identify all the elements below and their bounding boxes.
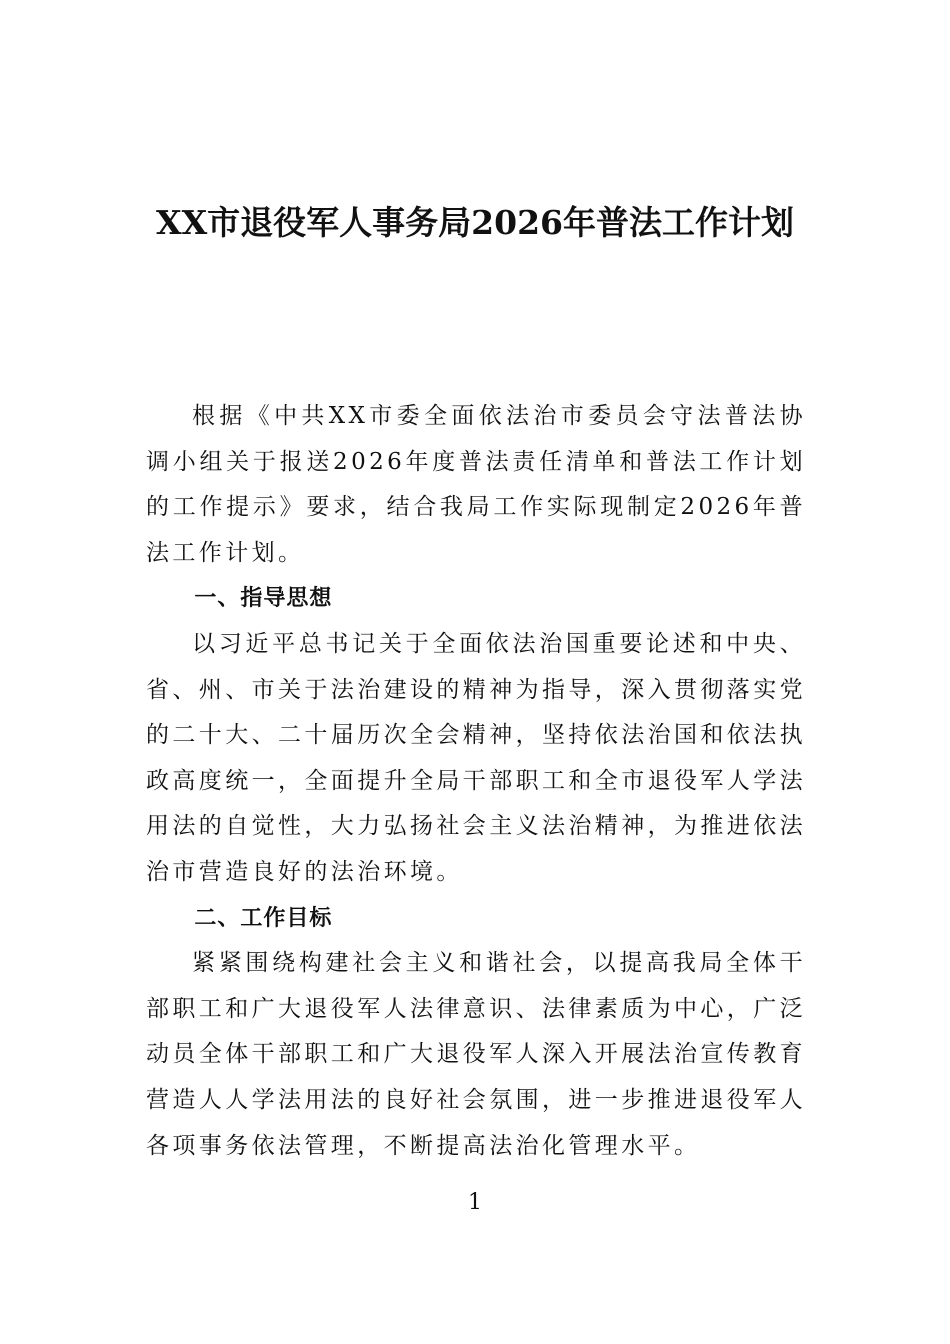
section-paragraph-guiding-ideology: 以习近平总书记关于全面依法治国重要论述和中央、省、州、市关于法治建设的精神为指导，深入贯彻落实党的二十大、二十届历次全会精神，坚持依法治国和依法执政高度统一，全面提升全局干部职工和全市退役军人学法用法的自觉性，大力弘扬社会主义法治精神，为推进依法治市营造良好的法治环境。: [146, 630, 806, 885]
intro-paragraph: 根据《中共XX市委全面依法治市委员会守法普法协调小组关于报送2026年度普法责任清单和普法工作计划的工作提示》要求，结合我局工作实际现制定2026年普法工作计划。: [146, 403, 806, 566]
page-number: 1: [468, 1190, 482, 1215]
document-body: [146, 394, 806, 1169]
section-heading-guiding-ideology: 一、指导思想: [194, 586, 333, 612]
section-paragraph-work-goals: 紧紧围绕构建社会主义和谐社会，以提高我局全体干部职工和广大退役军人法律意识、法律素质为中心，广泛动员全体干部职工和广大退役军人深入开展法治宣传教育营造人人学法用法的良好社会氛围，进一步推进退役军人各项事务依法管理，不断提高法治化管理水平。: [146, 950, 806, 1159]
section-heading-work-goals: 二、工作目标: [194, 905, 333, 931]
document-title: XX市退役军人事务局2026年普法工作计划: [155, 203, 795, 242]
